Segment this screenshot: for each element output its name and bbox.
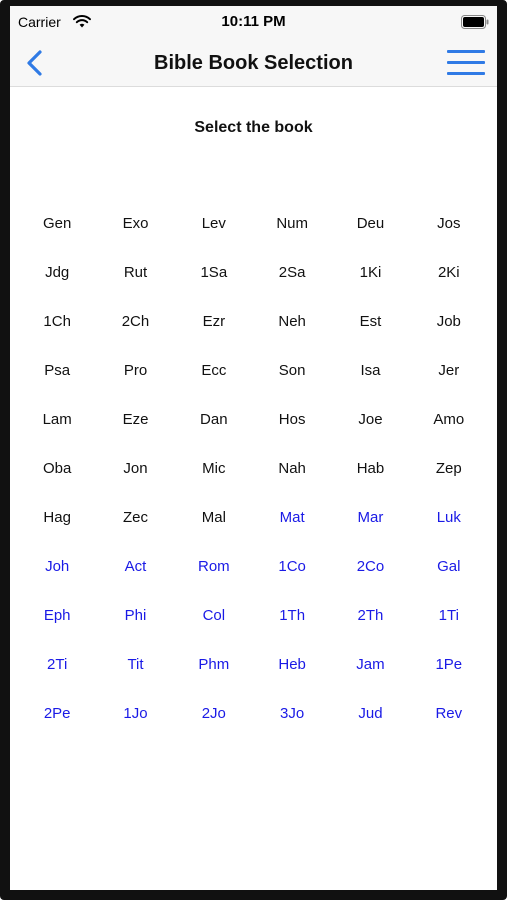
book-button-mic[interactable]: Mic	[202, 460, 226, 477]
book-button-3jo[interactable]: 3Jo	[280, 705, 305, 722]
book-button-heb[interactable]: Heb	[278, 656, 306, 673]
book-button-zep[interactable]: Zep	[435, 460, 462, 477]
book-button-jud[interactable]: Jud	[358, 705, 383, 722]
status-bar	[10, 6, 497, 40]
book-button-rut[interactable]: Rut	[123, 264, 148, 281]
book-button-1ki[interactable]: 1Ki	[359, 264, 382, 281]
book-button-num[interactable]: Num	[276, 215, 308, 232]
select-book-prompt: Select the book	[194, 119, 313, 136]
book-button-eph[interactable]: Eph	[43, 607, 71, 624]
book-button-phm[interactable]: Phm	[198, 656, 230, 673]
book-button-hos[interactable]: Hos	[278, 411, 306, 428]
book-button-amo[interactable]: Amo	[433, 411, 465, 428]
book-button-2th[interactable]: 2Th	[357, 607, 384, 624]
book-button-jer[interactable]: Jer	[438, 362, 460, 379]
book-button-2sa[interactable]: 2Sa	[278, 264, 306, 281]
book-button-1pe[interactable]: 1Pe	[435, 656, 463, 673]
book-button-jam[interactable]: Jam	[356, 656, 385, 673]
page-title: Bible Book Selection	[154, 52, 353, 74]
book-button-jos[interactable]: Jos	[437, 215, 461, 232]
book-button-neh[interactable]: Neh	[278, 313, 306, 330]
book-button-dan[interactable]: Dan	[200, 411, 228, 428]
book-button-col[interactable]: Col	[202, 607, 226, 624]
book-button-tit[interactable]: Tit	[127, 656, 144, 673]
book-button-isa[interactable]: Isa	[360, 362, 381, 379]
book-button-mat[interactable]: Mat	[279, 509, 305, 526]
book-button-1th[interactable]: 1Th	[279, 607, 306, 624]
book-button-hab[interactable]: Hab	[356, 460, 385, 477]
book-button-exo[interactable]: Exo	[122, 215, 149, 232]
book-button-1sa[interactable]: 1Sa	[200, 264, 228, 281]
book-button-rev[interactable]: Rev	[435, 705, 463, 722]
book-button-hag[interactable]: Hag	[43, 509, 71, 526]
book-button-act[interactable]: Act	[124, 558, 147, 575]
book-button-mar[interactable]: Mar	[357, 509, 384, 526]
book-button-joe[interactable]: Joe	[358, 411, 383, 428]
book-button-jdg[interactable]: Jdg	[45, 264, 70, 281]
menu-button[interactable]	[447, 50, 485, 78]
book-button-est[interactable]: Est	[359, 313, 382, 330]
book-button-gal[interactable]: Gal	[437, 558, 461, 575]
status-time: 10:11 PM	[221, 13, 286, 30]
book-button-2jo[interactable]: 2Jo	[201, 705, 226, 722]
carrier-label: Carrier	[18, 14, 61, 30]
book-button-mal[interactable]: Mal	[201, 509, 226, 526]
book-button-luk[interactable]: Luk	[436, 509, 461, 526]
book-button-2co[interactable]: 2Co	[356, 558, 385, 575]
book-button-rom[interactable]: Rom	[197, 558, 230, 575]
navigation-bar	[10, 40, 497, 87]
book-button-gen[interactable]: Gen	[42, 215, 72, 232]
book-button-1jo[interactable]: 1Jo	[123, 705, 148, 722]
hamburger-menu-icon	[447, 50, 485, 75]
book-button-nah[interactable]: Nah	[278, 460, 306, 477]
book-button-lev[interactable]: Lev	[201, 215, 226, 232]
book-button-lam[interactable]: Lam	[42, 411, 72, 428]
book-button-1ti[interactable]: 1Ti	[438, 607, 459, 624]
book-button-oba[interactable]: Oba	[42, 460, 72, 477]
book-button-deu[interactable]: Deu	[356, 215, 385, 232]
book-button-joh[interactable]: Joh	[45, 558, 70, 575]
book-button-1co[interactable]: 1Co	[278, 558, 306, 575]
book-button-ecc[interactable]: Ecc	[201, 362, 227, 379]
book-button-2ti[interactable]: 2Ti	[47, 656, 68, 673]
book-button-pro[interactable]: Pro	[123, 362, 148, 379]
book-button-job[interactable]: Job	[436, 313, 461, 330]
book-button-1ch[interactable]: 1Ch	[43, 313, 71, 330]
book-button-son[interactable]: Son	[278, 362, 306, 379]
book-button-ezr[interactable]: Ezr	[202, 313, 226, 330]
book-button-zec[interactable]: Zec	[122, 509, 148, 526]
book-grid	[18, 199, 488, 738]
book-button-2ki[interactable]: 2Ki	[437, 264, 460, 281]
book-button-eze[interactable]: Eze	[122, 411, 149, 428]
book-button-2ch[interactable]: 2Ch	[121, 313, 150, 330]
battery-icon	[461, 15, 489, 29]
book-button-psa[interactable]: Psa	[44, 362, 71, 379]
book-button-2pe[interactable]: 2Pe	[43, 705, 71, 722]
book-button-phi[interactable]: Phi	[124, 607, 147, 624]
book-button-jon[interactable]: Jon	[123, 460, 148, 477]
